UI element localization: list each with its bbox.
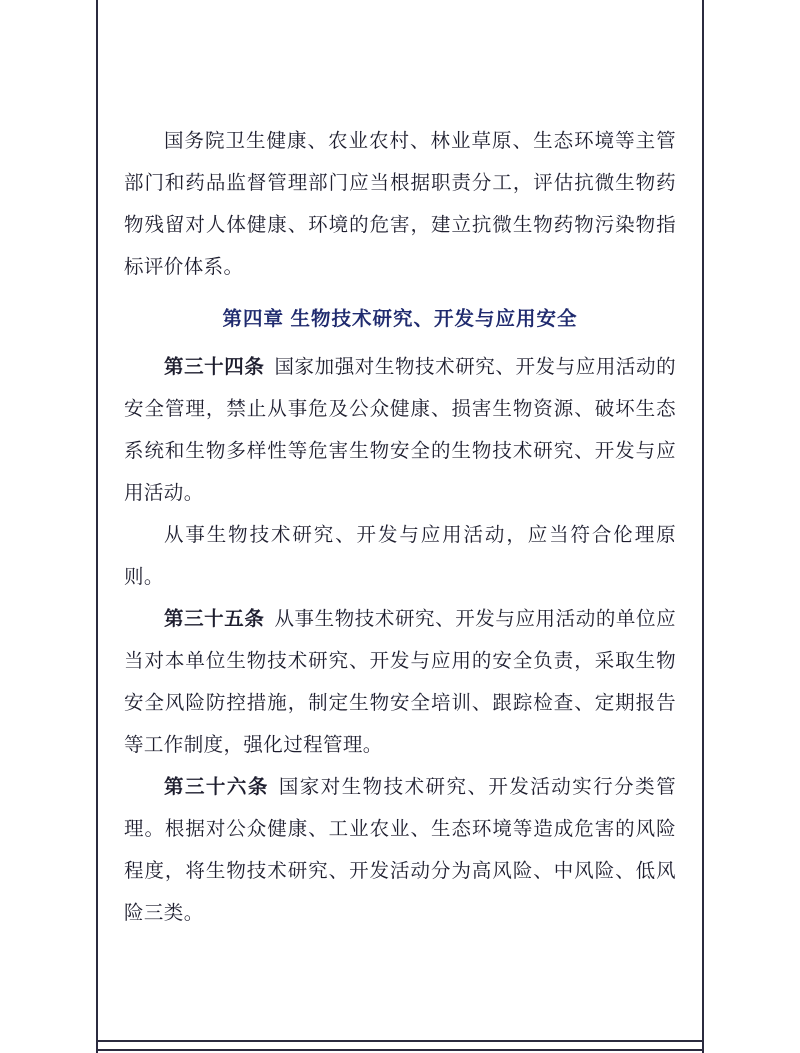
page-border-bottom-lower bbox=[96, 1049, 702, 1051]
paragraph-intro: 国务院卫生健康、农业农村、林业草原、生态环境等主管部门和药品监督管理部门应当根据职责分工，评估抗微生物药物残留对人体健康、环境的危害，建立抗微生物药物污染物指标评价体系。 bbox=[124, 130, 676, 278]
page-border-left bbox=[96, 0, 98, 1053]
article-34-text-1: 国家加强对生物技术研究、开发与应用活动的安全管理，禁止从事危及公众健康、损害生物资源、破坏生态系统和生物多样性等危害生物安全的生物技术研究、开发与应用活动。 bbox=[124, 356, 676, 504]
article-35-text-1: 从事生物技术研究、开发与应用活动的单位应当对本单位生物技术研究、开发与应用的安全负责，采取生物安全风险防控措施，制定生物安全培训、跟踪检查、定期报告等工作制度，强化过程管理。 bbox=[124, 608, 676, 756]
article-34-number: 第三十四条 bbox=[164, 356, 265, 378]
page-border-bottom-upper bbox=[96, 1040, 702, 1042]
article-34-paragraph-1 bbox=[124, 346, 676, 514]
article-35-paragraph-1 bbox=[124, 598, 676, 766]
article-36-paragraph-1 bbox=[124, 766, 676, 934]
chapter-heading: 第四章 生物技术研究、开发与应用安全 bbox=[222, 308, 578, 330]
article-36-number: 第三十六条 bbox=[164, 776, 269, 798]
article-36-text-1: 国家对生物技术研究、开发活动实行分类管理。根据对公众健康、工业农业、生态环境等造成危害的风险程度，将生物技术研究、开发活动分为高风险、中风险、低风险三类。 bbox=[124, 776, 676, 924]
document-body bbox=[124, 120, 676, 934]
article-34-paragraph-2: 从事生物技术研究、开发与应用活动，应当符合伦理原则。 bbox=[124, 524, 676, 588]
article-35-number: 第三十五条 bbox=[164, 608, 265, 630]
page-border-right bbox=[702, 0, 704, 1053]
